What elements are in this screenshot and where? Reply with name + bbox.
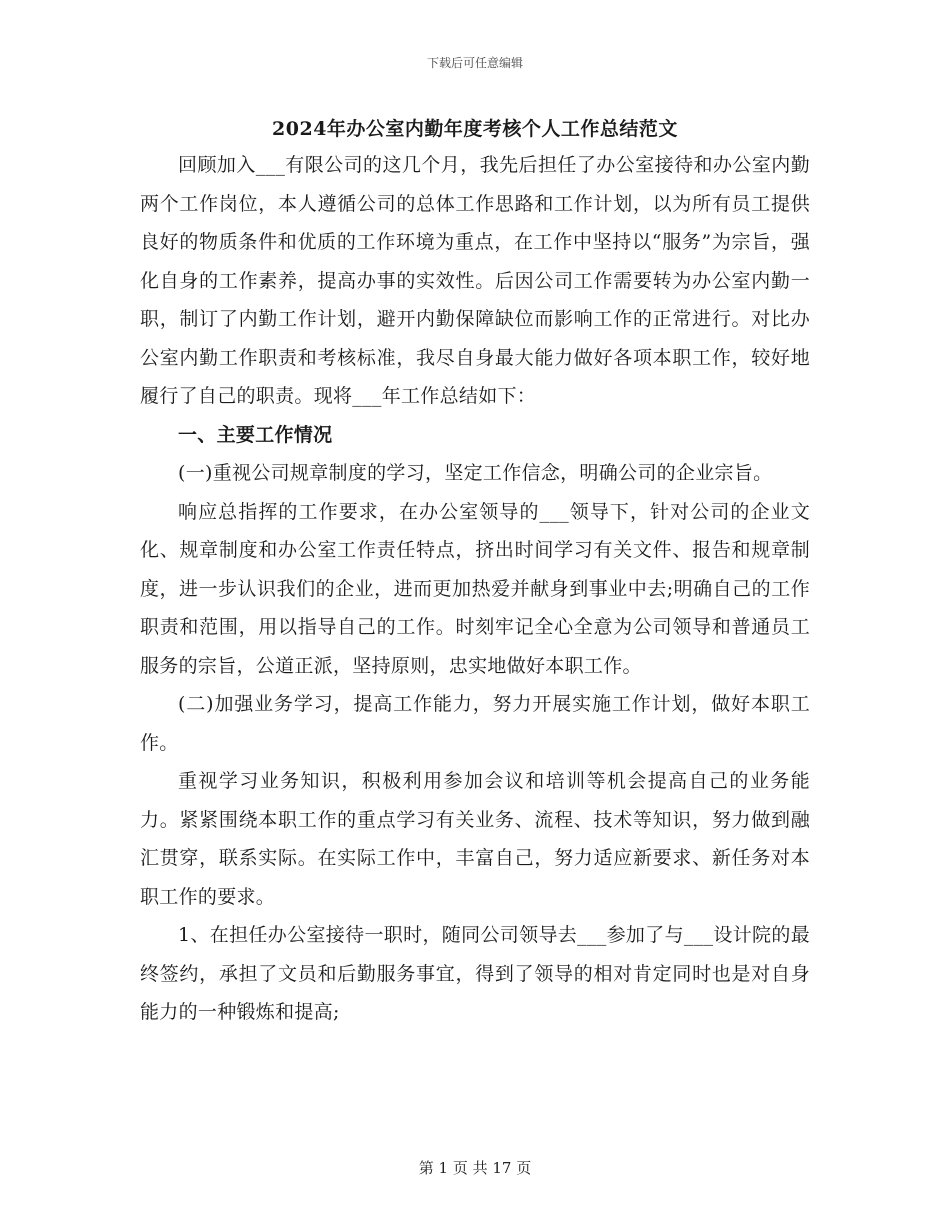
document-body bbox=[140, 146, 810, 1032]
page-footer: 第 1 页 共 17 页 bbox=[418, 1159, 532, 1177]
body-paragraph-2: 重视学习业务知识，积极利用参加会议和培训等机会提高自己的业务能力。紧紧围绕本职工作的重点学习有关业务、流程、技术等知识，努力做到融汇贯穿，联系实际。在实际工作中，丰富自己，努力适应新要求、新任务对本职工作的要求。 bbox=[140, 770, 810, 908]
section-heading-main-work: 一、主要工作情况 bbox=[178, 423, 333, 446]
intro-paragraph: 回顾加入___有限公司的这几个月，我先后担任了办公室接待和办公室内勤两个工作岗位，本人遵循公司的总体工作思路和工作计划，以为所有员工提供良好的物质条件和优质的工作环境为重点，在工作中坚持以“服务”为宗旨，强化自身的工作素养，提高办事的实效性。后因公司工作需要转为办公室内勤一职，制订了内勤工作计划，避开内勤保障缺位而影响工作的正常进行。对比办公室内勤工作职责和考核标准，我尽自身最大能力做好各项本职工作，较好地履行了自己的职责。现将___年工作总结如下： bbox=[140, 154, 810, 407]
subsection-heading-2: (二)加强业务学习，提高工作能力，努力开展实施工作计划，做好本职工作。 bbox=[140, 693, 810, 754]
document-title: 2024年办公室内勤年度考核个人工作总结范文 bbox=[272, 118, 678, 140]
subsection-heading-1: (一)重视公司规章制度的学习，坚定工作信念，明确公司的企业宗旨。 bbox=[178, 462, 773, 484]
header-note: 下载后可任意编辑 bbox=[426, 56, 523, 70]
list-item-1: 1、在担任办公室接待一职时，随同公司领导去___参加了与___设计院的最终签约，承担了文员和后勤服务事宜，得到了领导的相对肯定同时也是对自身能力的一种锻炼和提高; bbox=[140, 924, 810, 1023]
body-paragraph-1: 响应总指挥的工作要求，在办公室领导的___领导下，针对公司的企业文化、规章制度和办公室工作责任特点，挤出时间学习有关文件、报告和规章制度，进一步认识我们的企业，进而更加热爱并献身到事业中去;明确自己的工作职责和范围，用以指导自己的工作。时刻牢记全心全意为公司领导和普通员工服务的宗旨，公道正派，坚持原则，忠实地做好本职工作。 bbox=[140, 500, 810, 677]
